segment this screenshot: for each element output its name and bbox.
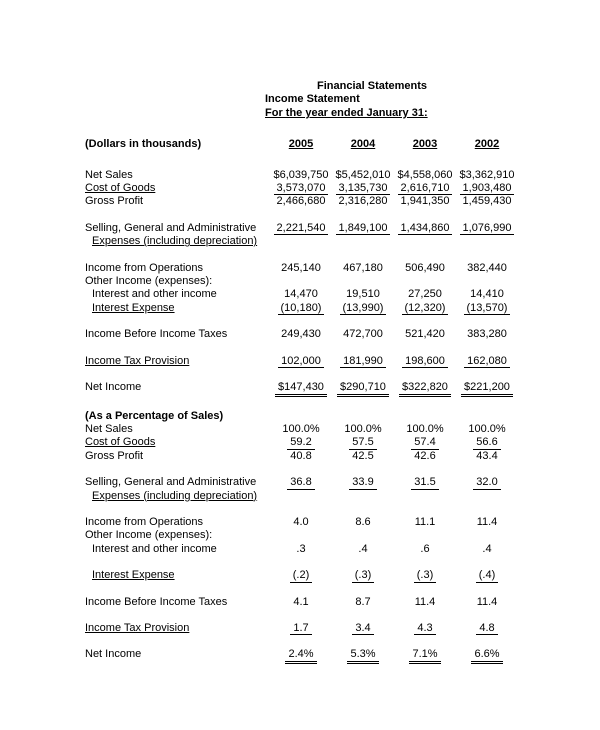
cell-value: 11.4 — [414, 595, 436, 608]
spacer-row — [85, 397, 518, 410]
cell-value: 56.6 — [473, 436, 500, 449]
value-cell — [270, 222, 332, 249]
value-cell — [456, 169, 518, 182]
doc-period: For the year ended January 31: — [265, 106, 428, 119]
cell-value: 40.8 — [290, 449, 312, 462]
cell-value: 1,076,990 — [460, 222, 515, 235]
value-cell — [394, 529, 456, 542]
row-label: Interest and other income — [92, 288, 217, 301]
cell-value: 59.2 — [287, 436, 314, 449]
cell-value: 1,941,350 — [400, 195, 450, 208]
value-cell — [270, 355, 332, 368]
cell-value: (.4) — [476, 569, 499, 582]
cell-value: 7.1% — [409, 648, 440, 663]
cell-value: (13,570) — [464, 302, 511, 315]
row-label-cell — [85, 543, 270, 556]
value-cell — [332, 328, 394, 341]
value-cell — [456, 328, 518, 341]
cell-value: .4 — [482, 542, 492, 555]
cell-value: 57.4 — [411, 436, 438, 449]
spacer-cell — [85, 249, 518, 262]
row-label: Income Before Income Taxes — [85, 328, 228, 341]
row-label-cell — [85, 328, 270, 341]
row-label-cell — [85, 529, 270, 542]
cell-value: 181,990 — [340, 355, 386, 368]
column-header-row — [85, 138, 518, 168]
cell-value: 100.0% — [406, 422, 444, 435]
cell-value: 198,600 — [402, 355, 448, 368]
row-label-cell — [85, 436, 270, 449]
cell-value: $221,200 — [461, 381, 513, 396]
value-cell — [456, 302, 518, 315]
value-cell — [270, 622, 332, 635]
cell-value: 1,459,430 — [462, 195, 512, 208]
value-cell — [332, 622, 394, 635]
spacer-row — [85, 583, 518, 596]
spacer-row — [85, 463, 518, 476]
cell-value: 249,430 — [281, 328, 321, 341]
table-row — [85, 450, 518, 463]
spacer-row — [85, 249, 518, 262]
row-label: Income from Operations — [85, 261, 203, 274]
value-cell — [394, 302, 456, 315]
cell-value: 102,000 — [278, 355, 324, 368]
value-cell — [332, 410, 394, 423]
row-label: Income Tax Provision — [85, 354, 190, 367]
row-label: Income Tax Provision — [85, 621, 190, 634]
row-label: Other Income (expenses): — [85, 275, 213, 288]
spacer-row — [85, 609, 518, 622]
cell-value: 472,700 — [343, 328, 383, 341]
table-row — [85, 410, 518, 423]
cell-value: (.3) — [352, 569, 375, 582]
value-cell — [394, 328, 456, 341]
cell-value: .4 — [358, 542, 368, 555]
table-row — [85, 328, 518, 341]
value-cell — [332, 355, 394, 368]
value-cell — [394, 543, 456, 556]
spacer-cell — [85, 315, 518, 328]
spacer-cell — [85, 635, 518, 648]
doc-period-line — [265, 107, 600, 120]
income-statement-table — [85, 138, 518, 664]
row-label: Other Income (expenses): — [85, 529, 213, 542]
row-label-cell — [85, 476, 270, 503]
cell-value: 11.4 — [476, 595, 498, 608]
cell-value: 11.1 — [414, 515, 436, 528]
table-row — [85, 529, 518, 542]
cell-value: 11.4 — [476, 515, 498, 528]
cell-value: 2.4% — [285, 648, 316, 663]
table-row — [85, 516, 518, 529]
value-cell — [270, 169, 332, 182]
value-cell — [270, 302, 332, 315]
table-row — [85, 423, 518, 436]
cell-value: 4.8 — [476, 622, 497, 635]
table-row — [85, 222, 518, 249]
table-row — [85, 596, 518, 609]
table-row — [85, 355, 518, 368]
row-label: Net Income — [85, 648, 142, 661]
row-label: Interest Expense — [92, 301, 175, 314]
value-cell — [394, 195, 456, 208]
value-cell — [394, 288, 456, 301]
cell-value: 3.4 — [352, 622, 373, 635]
cell-value: 32.0 — [473, 476, 500, 489]
row-label-cell — [85, 423, 270, 436]
value-cell — [394, 596, 456, 609]
value-cell — [270, 195, 332, 208]
value-cell — [456, 516, 518, 529]
row-label: Cost of Goods — [85, 436, 156, 449]
value-cell — [332, 423, 394, 436]
cell-value: (.2) — [290, 569, 313, 582]
value-cell — [270, 450, 332, 463]
value-cell — [456, 288, 518, 301]
year-column-header-cell — [270, 138, 332, 168]
cell-value: 3,135,730 — [336, 182, 391, 195]
cell-value: $147,430 — [275, 381, 327, 396]
value-cell — [456, 622, 518, 635]
row-label: (As a Percentage of Sales) — [85, 409, 224, 422]
value-cell — [270, 381, 332, 396]
spacer-cell — [85, 368, 518, 381]
cell-value: 4.1 — [293, 595, 309, 608]
row-label: Income from Operations — [85, 515, 203, 528]
row-label2: Expenses (including depreciation) — [92, 489, 258, 502]
value-cell — [456, 596, 518, 609]
cell-value: 100.0% — [468, 422, 506, 435]
value-cell — [456, 182, 518, 195]
value-cell — [456, 569, 518, 582]
cell-value: 57.5 — [349, 436, 376, 449]
value-cell — [270, 182, 332, 195]
value-cell — [456, 543, 518, 556]
value-cell — [332, 302, 394, 315]
row-label-cell — [85, 381, 270, 396]
spacer-row — [85, 315, 518, 328]
row-label: Interest Expense — [92, 569, 175, 582]
value-cell — [456, 423, 518, 436]
value-cell — [332, 288, 394, 301]
spacer-cell — [85, 342, 518, 355]
row-label-cell — [85, 222, 270, 249]
row-label-cell — [85, 648, 270, 663]
value-cell — [394, 262, 456, 275]
table-row — [85, 381, 518, 396]
row-label-cell — [85, 569, 270, 582]
row-label-cell — [85, 450, 270, 463]
year-column-header: 2005 — [288, 138, 314, 151]
units-label: (Dollars in thousands) — [85, 138, 202, 151]
doc-subtitle: Income Statement — [265, 93, 360, 106]
cell-value: 521,420 — [405, 328, 445, 341]
value-cell — [456, 262, 518, 275]
value-cell — [270, 262, 332, 275]
cell-value: 2,616,710 — [398, 182, 453, 195]
row-label-cell — [85, 410, 270, 423]
spacer-row — [85, 368, 518, 381]
value-cell — [270, 529, 332, 542]
cell-value: 245,140 — [281, 261, 321, 274]
cell-value: 467,180 — [343, 261, 383, 274]
cell-value: 1,903,480 — [460, 182, 515, 195]
year-column-header-cell — [456, 138, 518, 168]
value-cell — [332, 195, 394, 208]
row-label: Gross Profit — [85, 195, 144, 208]
cell-value: 100.0% — [282, 422, 320, 435]
row-label-cell — [85, 355, 270, 368]
table-row — [85, 288, 518, 301]
table-row — [85, 436, 518, 449]
spacer-cell — [85, 556, 518, 569]
spacer-row — [85, 635, 518, 648]
cell-value: 2,466,680 — [276, 195, 326, 208]
cell-value: 4.3 — [414, 622, 435, 635]
row-label-cell — [85, 195, 270, 208]
year-column-header: 2004 — [350, 138, 376, 151]
value-cell — [270, 569, 332, 582]
cell-value: .3 — [296, 542, 306, 555]
value-cell — [456, 355, 518, 368]
cell-value: 100.0% — [344, 422, 382, 435]
spacer-row — [85, 209, 518, 222]
spacer-cell — [85, 609, 518, 622]
value-cell — [394, 476, 456, 503]
value-cell — [332, 543, 394, 556]
row-label-cell — [85, 596, 270, 609]
spacer-cell — [85, 583, 518, 596]
spacer-cell — [85, 463, 518, 476]
cell-value: $290,710 — [337, 381, 389, 396]
cell-value: $3,362,910 — [459, 168, 515, 181]
table-row — [85, 476, 518, 503]
row-label-line2 — [85, 235, 270, 248]
cell-value: .6 — [420, 542, 430, 555]
spacer-row — [85, 556, 518, 569]
value-cell — [394, 436, 456, 449]
table-row — [85, 195, 518, 208]
year-column-header: 2002 — [474, 138, 500, 151]
cell-value: (13,990) — [340, 302, 387, 315]
value-cell — [456, 222, 518, 249]
cell-value: (10,180) — [278, 302, 325, 315]
cell-value: 3,573,070 — [274, 182, 329, 195]
cell-value: 8.6 — [355, 515, 371, 528]
spacer-cell — [85, 209, 518, 222]
cell-value: 162,080 — [464, 355, 510, 368]
value-cell — [332, 569, 394, 582]
value-cell — [332, 182, 394, 195]
row-label-cell — [85, 169, 270, 182]
cell-value: 27,250 — [408, 288, 442, 301]
row-label: Net Sales — [85, 422, 133, 435]
table-row — [85, 648, 518, 663]
value-cell — [394, 410, 456, 423]
cell-value: $5,452,010 — [335, 168, 391, 181]
cell-value: $6,039,750 — [273, 168, 329, 181]
row-label: Selling, General and Administrative — [85, 221, 257, 234]
value-cell — [332, 516, 394, 529]
year-column-header-cell — [394, 138, 456, 168]
value-cell — [456, 450, 518, 463]
table-row — [85, 302, 518, 315]
cell-value: $4,558,060 — [397, 168, 453, 181]
cell-value: 33.9 — [349, 476, 376, 489]
row-label2: Expenses (including depreciation) — [92, 235, 258, 248]
cell-value: 42.6 — [414, 449, 436, 462]
value-cell — [270, 436, 332, 449]
value-cell — [332, 596, 394, 609]
spacer-cell — [85, 503, 518, 516]
cell-value: 36.8 — [287, 476, 314, 489]
value-cell — [270, 476, 332, 503]
table-row — [85, 275, 518, 288]
cell-value: 383,280 — [467, 328, 507, 341]
value-cell — [394, 182, 456, 195]
row-label-line2 — [85, 490, 270, 503]
table-row — [85, 182, 518, 195]
spacer-row — [85, 503, 518, 516]
value-cell — [332, 648, 394, 663]
value-cell — [456, 436, 518, 449]
table-row — [85, 569, 518, 582]
value-cell — [456, 410, 518, 423]
cell-value: 5.3% — [347, 648, 378, 663]
value-cell — [332, 275, 394, 288]
cell-value: 14,410 — [470, 288, 504, 301]
cell-value: 31.5 — [411, 476, 438, 489]
value-cell — [394, 355, 456, 368]
row-label-cell — [85, 516, 270, 529]
value-cell — [270, 288, 332, 301]
cell-value: $322,820 — [399, 381, 451, 396]
value-cell — [332, 262, 394, 275]
value-cell — [332, 381, 394, 396]
value-cell — [332, 450, 394, 463]
row-label: Selling, General and Administrative — [85, 476, 257, 489]
cell-value: 1,849,100 — [336, 222, 391, 235]
value-cell — [456, 648, 518, 663]
row-label-cell — [85, 288, 270, 301]
cell-value: 506,490 — [405, 261, 445, 274]
row-label-cell — [85, 302, 270, 315]
doc-title: Financial Statements — [317, 80, 428, 92]
cell-value: 14,470 — [284, 288, 318, 301]
value-cell — [270, 410, 332, 423]
value-cell — [394, 516, 456, 529]
year-column-header-cell — [332, 138, 394, 168]
row-label: Cost of Goods — [85, 182, 156, 195]
cell-value: 1,434,860 — [398, 222, 453, 235]
cell-value: 1.7 — [290, 622, 311, 635]
table-row — [85, 262, 518, 275]
year-column-header: 2003 — [412, 138, 438, 151]
row-label-cell — [85, 182, 270, 195]
cell-value: 4.0 — [293, 515, 309, 528]
table-row — [85, 169, 518, 182]
value-cell — [394, 381, 456, 396]
row-label: Gross Profit — [85, 449, 144, 462]
value-cell — [394, 423, 456, 436]
value-cell — [394, 648, 456, 663]
cell-value: 382,440 — [467, 261, 507, 274]
spacer-row — [85, 342, 518, 355]
cell-value: 19,510 — [346, 288, 380, 301]
cell-value: 2,221,540 — [274, 222, 329, 235]
value-cell — [394, 275, 456, 288]
value-cell — [456, 381, 518, 396]
row-label-cell — [85, 622, 270, 635]
value-cell — [270, 328, 332, 341]
value-cell — [270, 423, 332, 436]
document-header — [85, 80, 600, 120]
cell-value: 42.5 — [352, 449, 374, 462]
value-cell — [456, 529, 518, 542]
cell-value: 6.6% — [471, 648, 502, 663]
value-cell — [456, 275, 518, 288]
table-row — [85, 543, 518, 556]
row-label: Income Before Income Taxes — [85, 595, 228, 608]
value-cell — [394, 569, 456, 582]
cell-value: (.3) — [414, 569, 437, 582]
value-cell — [456, 476, 518, 503]
value-cell — [270, 596, 332, 609]
income-statement-body — [85, 169, 518, 664]
value-cell — [394, 222, 456, 249]
value-cell — [332, 476, 394, 503]
cell-value: 2,316,280 — [338, 195, 388, 208]
value-cell — [270, 516, 332, 529]
value-cell — [332, 169, 394, 182]
cell-value: 43.4 — [476, 449, 498, 462]
value-cell — [394, 622, 456, 635]
cell-value: 8.7 — [355, 595, 371, 608]
value-cell — [332, 436, 394, 449]
value-cell — [394, 169, 456, 182]
value-cell — [332, 529, 394, 542]
value-cell — [332, 222, 394, 249]
row-label: Net Sales — [85, 168, 133, 181]
value-cell — [394, 450, 456, 463]
row-label-cell — [85, 275, 270, 288]
spacer-cell — [85, 397, 518, 410]
value-cell — [270, 275, 332, 288]
row-label: Interest and other income — [92, 542, 217, 555]
row-label: Net Income — [85, 381, 142, 394]
cell-value: (12,320) — [402, 302, 449, 315]
value-cell — [270, 648, 332, 663]
value-cell — [456, 195, 518, 208]
row-label-cell — [85, 262, 270, 275]
value-cell — [270, 543, 332, 556]
table-row — [85, 622, 518, 635]
